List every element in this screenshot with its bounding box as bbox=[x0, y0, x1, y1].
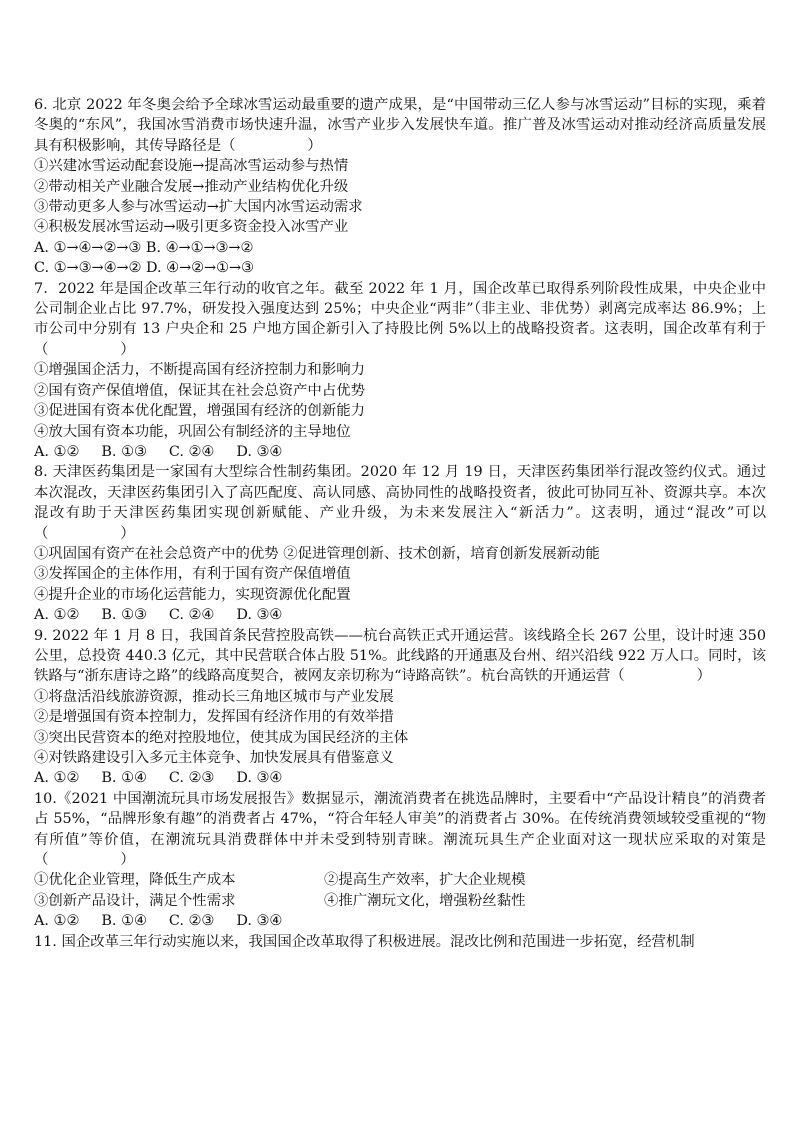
choice-c: C. ②③ bbox=[168, 770, 215, 787]
option-item: ④推广潮玩文化，增强粉丝黏性 bbox=[324, 892, 526, 909]
choice-d: D. ③④ bbox=[236, 443, 283, 460]
question-stem: 6. 北京 2022 年冬奥会给予全球冰雪运动最重要的遗产成果，是“中国带动三亿人参与冰雪运动”目标的实现，乘着冬奥的“东风”，我国冰雪消费市场快速升温，冰雪产业步入发展快车道。推广普及冰雪运动对推动经济高质量发展具有积极影响，其传导路径是（ ） bbox=[34, 97, 766, 154]
answer-choices bbox=[34, 911, 766, 931]
question-11 bbox=[34, 932, 766, 952]
choice-d: D. ③④ bbox=[236, 913, 283, 930]
choice-b: B. ①③ bbox=[101, 443, 147, 460]
option-item: ④对铁路建设引入多元主体竞争、加快发展具有借鉴意义 bbox=[34, 750, 394, 766]
choice-b: B. ①③ bbox=[101, 607, 147, 624]
question-6 bbox=[34, 95, 766, 279]
option-item: ①巩固国有资产在社会总资产中的优势 ②促进管理创新、技术创新，培育创新发展新动能 bbox=[34, 545, 600, 562]
choice-c: C. ②④ bbox=[168, 443, 215, 460]
option-item: ①优化企业管理，降低生产成本 bbox=[34, 872, 236, 889]
question-7 bbox=[34, 279, 766, 463]
answer-choices bbox=[34, 768, 766, 788]
answer-choices-line: C. ①→③→④→② D. ④→②→①→③ bbox=[34, 260, 254, 277]
choice-a: A. ①② bbox=[34, 607, 80, 624]
option-item: ④放大国有资本功能，巩固公有制经济的主导地位 bbox=[34, 423, 351, 440]
option-item: ①将盘活沿线旅游资源，推动长三角地区城市与产业发展 bbox=[34, 688, 394, 705]
question-stem: 11. 国企改革三年行动实施以来，我国国企改革取得了积极进展。混改比例和范围进一步拓宽，经营机制 bbox=[34, 933, 695, 950]
question-stem: 10.《2021 中国潮流玩具市场发展报告》数据显示，潮流消费者在挑选品牌时，主要看中“产品设计精良”的消费者占 55%，“品牌形象有趣”的消费者占 47%，“符合年轻人审美”的消费者占 30%。在传统消费领域较受重视的“物有所值”等价值，在潮流玩具消费群体中并未受到特别青睐。潮流玩具生产企业面对这一现状应采取的对策是（ ） bbox=[34, 790, 766, 869]
question-10 bbox=[34, 789, 766, 932]
option-item: ③发挥国企的主体作用，有利于国有资产保值增值 bbox=[34, 566, 351, 583]
answer-choices bbox=[34, 442, 766, 462]
option-item: ③带动更多人参与冰雪运动→扩大国内冰雪运动需求 bbox=[34, 199, 363, 216]
option-item: ③突出民营资本的绝对控股地位，使其成为国民经济的主体 bbox=[34, 729, 409, 746]
choice-b: B. ①④ bbox=[101, 913, 147, 930]
choice-a: A. ①② bbox=[34, 913, 80, 930]
answer-choices bbox=[34, 605, 766, 625]
option-item: ①兴建冰雪运动配套设施→提高冰雪运动参与热情 bbox=[34, 158, 349, 175]
exam-page bbox=[34, 95, 766, 952]
option-item: ②是增强国有资本控制力，发挥国有经济作用的有效举措 bbox=[34, 709, 394, 726]
option-item: ②国有资产保值增值，保证其在社会总资产中占优势 bbox=[34, 382, 365, 399]
option-item: ④积极发展冰雪运动→吸引更多资金投入冰雪产业 bbox=[34, 219, 349, 236]
choice-d: D. ③④ bbox=[236, 770, 283, 787]
option-item: ③促进国有资本优化配置，增强国有经济的创新能力 bbox=[34, 403, 365, 420]
question-8 bbox=[34, 462, 766, 625]
choice-d: D. ③④ bbox=[236, 607, 283, 624]
answer-choices-line: A. ①→④→②→③ B. ④→①→③→② bbox=[34, 239, 254, 256]
option-item: ①增强国企活力，不断提高国有经济控制力和影响力 bbox=[34, 362, 365, 379]
choice-a: A. ①② bbox=[34, 443, 80, 460]
question-stem: 8. 天津医药集团是一家国有大型综合性制药集团。2020 年 12 月 19 日，天津医药集团举行混改签约仪式。通过本次混改，天津医药集团引入了高匹配度、高认同感、高协同性的战略投资者，彼此可协同互补、资源共享。本次混改有助于天津医药集团实现创新赋能、产业升级，为未来发展注入“新活力”。这表明，通过“混改”可以（ ） bbox=[34, 464, 766, 542]
option-row bbox=[34, 891, 766, 911]
choice-b: B. ①④ bbox=[101, 770, 147, 787]
choice-c: C. ②④ bbox=[168, 607, 215, 624]
question-stem: 7．2022 年是国企改革三年行动的收官之年。截至 2022 年 1 月，国企改革已取得系列阶段性成果，中央企业中公司制企业占比 97.7%，研发投入强度达到 25%；中央企业“两非”（非主业、非优势）剥离完成率达 86.9%；上市公司中分别有 13 户央企和 25 户地方国企新引入了持股比例 5%以上的战略投资者。这表明，国企改革有利于（ ） bbox=[34, 280, 766, 358]
option-item: ④提升企业的市场化运营能力，实现资源优化配置 bbox=[34, 586, 351, 603]
option-item: ②带动相关产业融合发展→推动产业结构优化升级 bbox=[34, 178, 349, 195]
choice-c: C. ②③ bbox=[168, 913, 215, 930]
question-9 bbox=[34, 626, 766, 789]
choice-a: A. ①② bbox=[34, 770, 80, 787]
option-item: ③创新产品设计，满足个性需求 bbox=[34, 892, 236, 909]
option-row bbox=[34, 870, 766, 890]
question-stem: 9. 2022 年 1 月 8 日，我国首条民营控股高铁——杭台高铁正式开通运营。该线路全长 267 公里，设计时速 350 公里，总投资 440.3 亿元，其中民营联合体占股 51%。此线路的开通惠及台州、绍兴沿线 922 万人口。同时，该铁路与“浙东唐诗之路”的线路高度契合，被网友亲切称为“诗路高铁”。杭台高铁的开通运营（ ） bbox=[34, 627, 766, 685]
option-item: ②提高生产效率，扩大企业规模 bbox=[324, 872, 526, 889]
